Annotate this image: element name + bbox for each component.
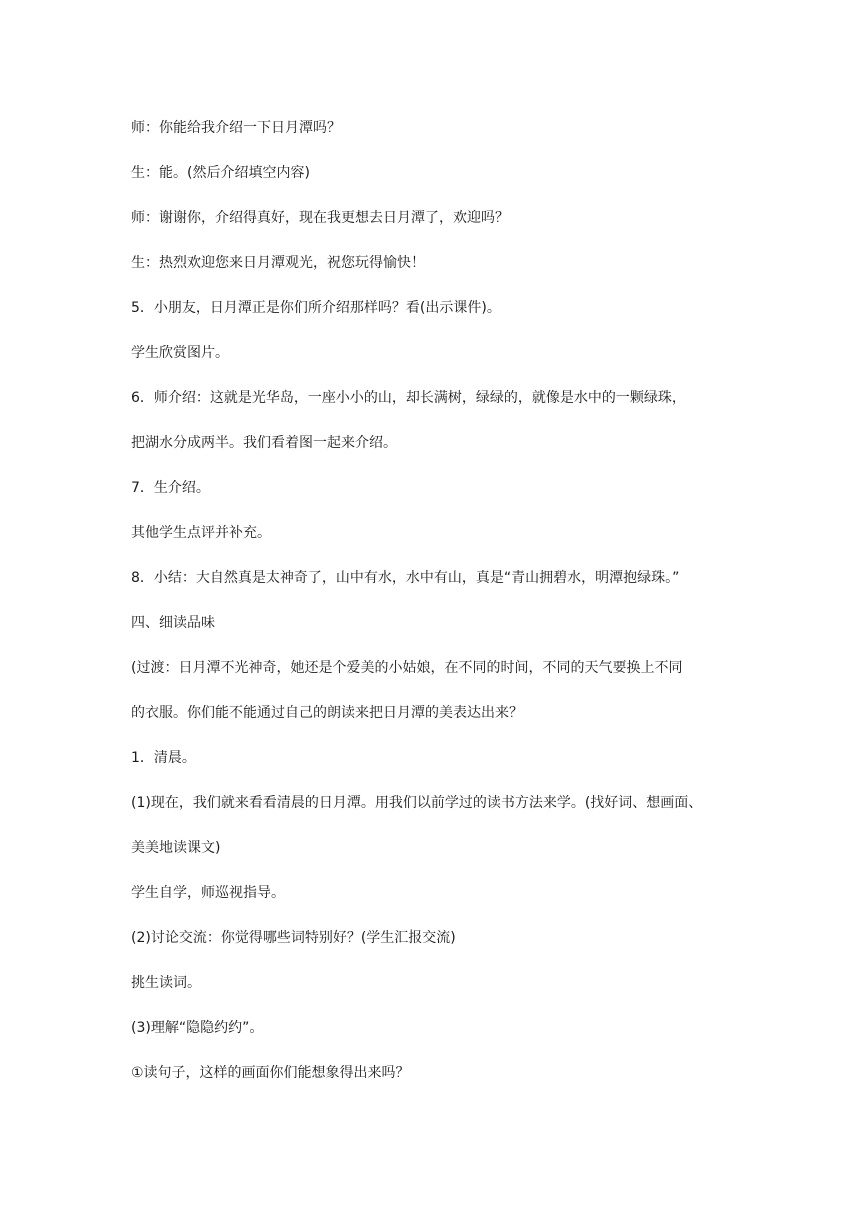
text-line: 6．师介绍：这就是光华岛，一座小小的山，却长满树，绿绿的，就像是水中的一颗绿珠， — [131, 390, 686, 406]
text-line: (1)现在，我们就来看看清晨的日月潭。用我们以前学过的读书方法来学。(找好词、想画面、 — [131, 795, 703, 811]
text-line: 8．小结：大自然真是太神奇了，山中有水，水中有山，真是“青山拥碧水，明潭抱绿珠。” — [131, 570, 680, 586]
text-line: 师：你能给我介绍一下日月潭吗？ — [131, 120, 341, 136]
text-line: (过渡：日月潭不光神奇，她还是个爱美的小姑娘，在不同的时间，不同的天气要换上不同 — [131, 660, 683, 676]
text-line: 1．清晨。 — [131, 750, 196, 766]
text-line: ①读句子，这样的画面你们能想象得出来吗？ — [131, 1065, 410, 1081]
text-line: 的衣服。你们能不能通过自己的朗读来把日月潭的美表达出来？ — [131, 705, 523, 721]
text-line: (2)讨论交流：你觉得哪些词特别好？(学生汇报交流) — [131, 930, 456, 946]
text-line: 学生自学，师巡视指导。 — [131, 885, 285, 901]
text-line: 美美地读课文) — [131, 840, 221, 856]
text-line: 生：能。(然后介绍填空内容) — [131, 165, 310, 181]
text-line: 师：谢谢你，介绍得真好，现在我更想去日月潭了，欢迎吗？ — [131, 210, 509, 226]
text-line: 挑生读词。 — [131, 975, 201, 991]
text-line: 7．生介绍。 — [131, 480, 210, 496]
text-line: 生：热烈欢迎您来日月潭观光，祝您玩得愉快！ — [131, 255, 425, 271]
text-line: 其他学生点评并补充。 — [131, 525, 271, 541]
section-heading: 四、细读品味 — [131, 615, 215, 631]
text-line: 学生欣赏图片。 — [131, 345, 229, 361]
text-line: 5．小朋友，日月潭正是你们所介绍那样吗？看(出示课件)。 — [131, 300, 501, 316]
text-line: (3)理解“隐隐约约”。 — [131, 1020, 264, 1036]
text-line: 把湖水分成两半。我们看着图一起来介绍。 — [131, 435, 397, 451]
